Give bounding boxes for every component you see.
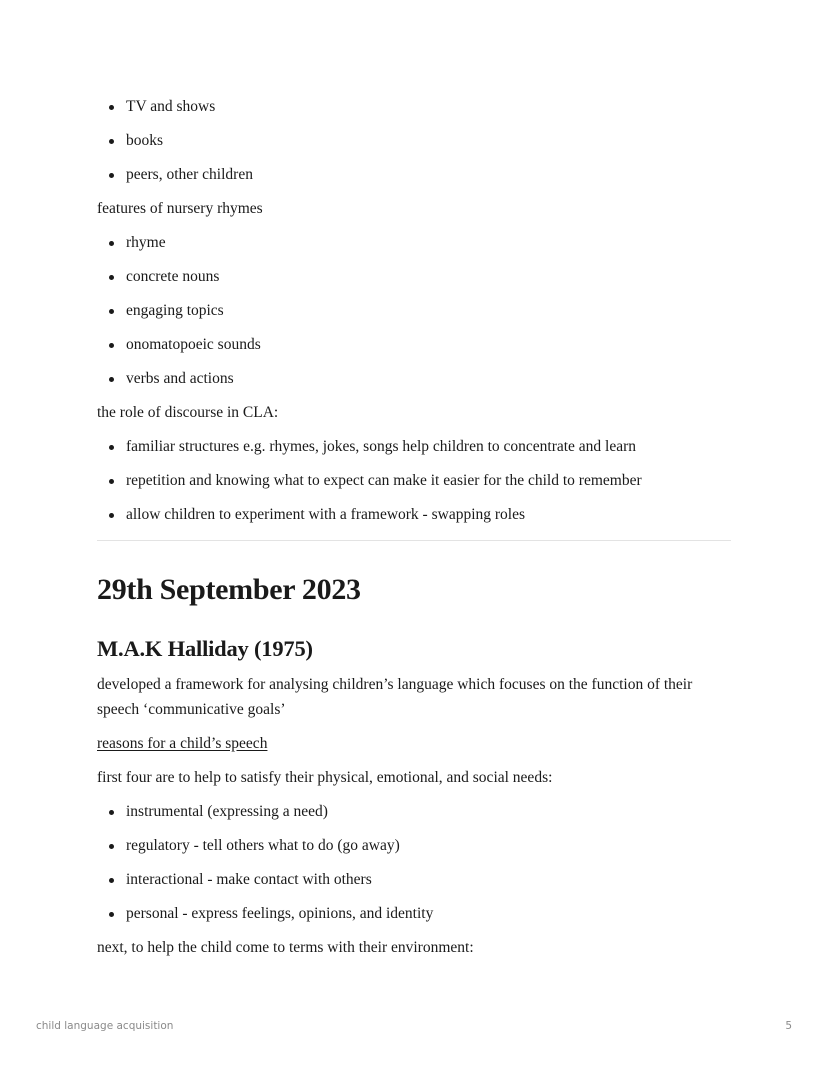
- list-item: instrumental (expressing a need): [126, 799, 731, 824]
- list-item: regulatory - tell others what to do (go away): [126, 833, 731, 858]
- media-list: [97, 94, 731, 187]
- reasons-label: [97, 731, 731, 756]
- discourse-label: the role of discourse in CLA:: [97, 404, 279, 421]
- halliday-heading: M.A.K Halliday (1975): [97, 636, 313, 661]
- discourse-list: [97, 434, 731, 527]
- list-item: allow children to experiment with a framework - swapping roles: [126, 502, 731, 527]
- list-item: rhyme: [126, 230, 731, 255]
- document-body: [97, 94, 731, 969]
- functions-list: [97, 799, 731, 926]
- list-item: repetition and knowing what to expect can make it easier for the child to remember: [126, 468, 731, 493]
- list-item: familiar structures e.g. rhymes, jokes, songs help children to concentrate and learn: [126, 434, 731, 459]
- list-item: verbs and actions: [126, 366, 731, 391]
- list-item: onomatopoeic sounds: [126, 332, 731, 357]
- list-item: TV and shows: [126, 94, 731, 119]
- first-four-text: first four are to help to satisfy their physical, emotional, and social needs:: [97, 769, 553, 786]
- list-item: interactional - make contact with others: [126, 867, 731, 892]
- list-item: personal - express feelings, opinions, and identity: [126, 901, 731, 926]
- date-heading: 29th September 2023: [97, 573, 361, 606]
- footer-doc-title: child language acquisition: [36, 1020, 174, 1032]
- list-item: engaging topics: [126, 298, 731, 323]
- nursery-features-list: [97, 230, 731, 391]
- list-item: books: [126, 128, 731, 153]
- halliday-intro: developed a framework for analysing children’s language which focuses on the function of their speech ‘communicative goals’: [97, 676, 693, 718]
- section-divider: [97, 540, 731, 541]
- list-item: peers, other children: [126, 162, 731, 187]
- next-text: next, to help the child come to terms with their environment:: [97, 939, 474, 956]
- list-item: concrete nouns: [126, 264, 731, 289]
- reasons-underlined-text: reasons for a child’s speech: [97, 735, 268, 752]
- nursery-rhymes-label: features of nursery rhymes: [97, 200, 263, 217]
- footer-page-number: 5: [785, 1020, 792, 1032]
